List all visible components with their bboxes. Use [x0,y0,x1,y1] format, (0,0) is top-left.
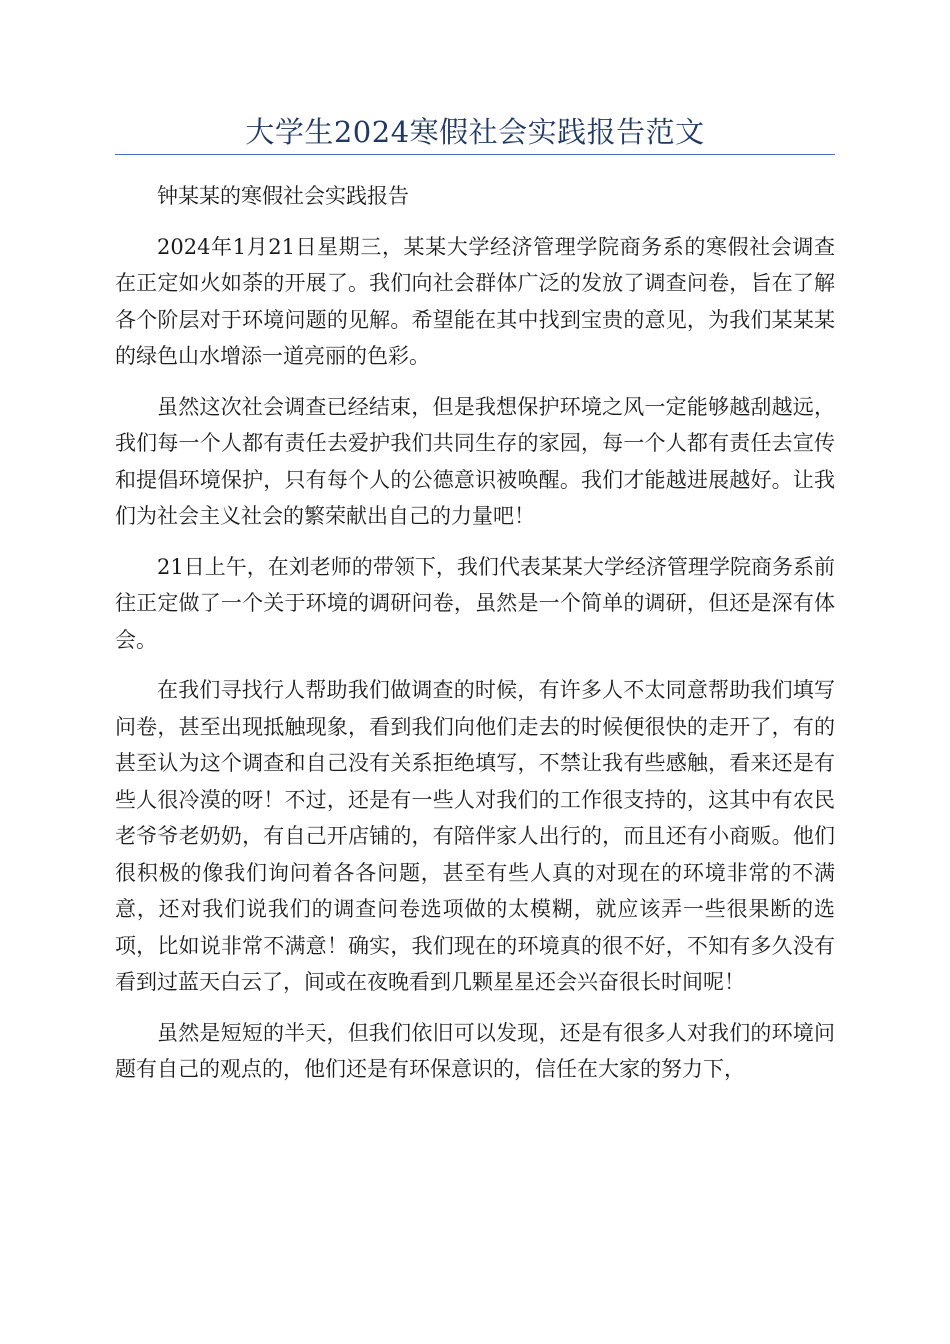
paragraph-2: 虽然这次社会调查已经结束，但是我想保护环境之风一定能够越刮越远，我们每一个人都有责任去爱护我们共同生存的家园，每一个人都有责任去宣传和提倡环境保护，只有每个人的公德意识被唤醒。我们才能越进展越好。让我们为社会主义社会的繁荣献出自己的力量吧！ [115,394,835,528]
document-body [115,178,835,1102]
document-title: 大学生2024寒假社会实践报告范文 [245,115,705,149]
paragraph-5: 虽然是短短的半天，但我们依旧可以发现，还是有很多人对我们的环境问题有自己的观点的，他们还是有环保意识的，信任在大家的努力下， [115,1020,835,1081]
paragraph-3: 21日上午，在刘老师的带领下，我们代表某某大学经济管理学院商务系前往正定做了一个关于环境的调研问卷，虽然是一个简单的调研，但还是深有体会。 [115,554,835,652]
title-underline [115,154,835,155]
report-subtitle: 钟某某的寒假社会实践报告 [157,184,409,208]
paragraph-4: 在我们寻找行人帮助我们做调查的时候，有许多人不太同意帮助我们填写问卷，甚至出现抵触现象，看到我们向他们走去的时候便很快的走开了，有的甚至认为这个调查和自己没有关系拒绝填写，不禁让我有些感触，看来还是有些人很冷漠的呀！不过，还是有一些人对我们的工作很支持的，这其中有农民老爷爷老奶奶，有自己开店铺的，有陪伴家人出行的，而且还有小商贩。他们很积极的像我们询问着各各问题，甚至有些人真的对现在的环境非常的不满意，还对我们说我们的调查问卷选项做的太模糊，就应该弄一些很果断的选项，比如说非常不满意！确实，我们现在的环境真的很不好，不知有多久没有看到过蓝天白云了，间或在夜晚看到几颗星星还会兴奋很长时间呢！ [115,678,835,994]
paragraph-1: 2024年1月21日星期三，某某大学经济管理学院商务系的寒假社会调查在正定如火如荼的开展了。我们向社会群体广泛的发放了调查问卷，旨在了解各个阶层对于环境问题的见解。希望能在其中找到宝贵的意见，为我们某某某的绿色山水增添一道亮丽的色彩。 [115,234,835,368]
